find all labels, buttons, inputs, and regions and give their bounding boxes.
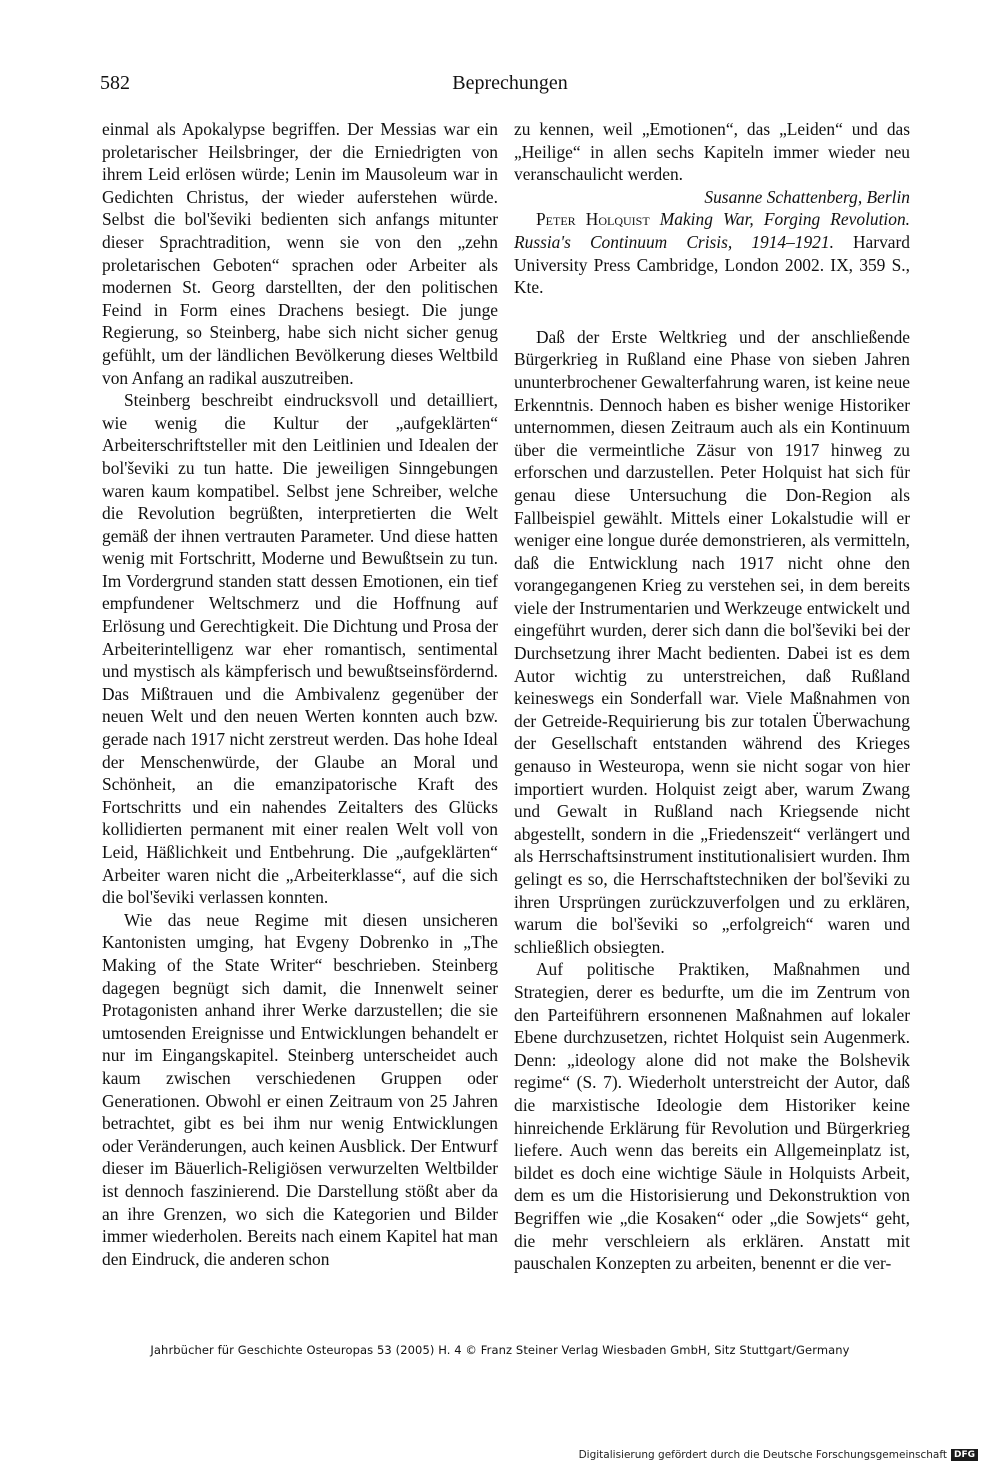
paragraph: Wie das neue Regime mit diesen unsicheren Kantonisten umging, hat Evgeny Dobrenko in „The Making of the State Writer“ beschrieben. Steinberg dagegen begnügt sich damit, die Innenwelt seiner Protagonisten anhand ihrer Werke darzustellen; die sie umtosenden Ereignisse und Entwicklungen behandelt er nur im Eingangskapitel. Steinberg unterscheidet auch kaum zwischen verschiedenen Gruppen oder Generationen. Obwohl er einen Zeitraum von 25 Jahren betrachtet, gibt es bei ihm nur wenig Entwicklungen oder Veränderungen, auch keinen Ausblick. Der Entwurf dieser im Bäuerlich-Religiösen verwurzelten Weltbilder ist dennoch faszinierend. Die Darstellung stößt aber da an ihre Grenzen, wo sich die Kategorien und Bilder immer wiederholen. Bereits nach einem Kapitel hat man den Eindruck, die anderen schon <box>102 909 498 1269</box>
review-body <box>514 326 910 1275</box>
reviewed-publisher: Harvard University Press Cambridge, London 2002. IX, 359 S., Kte. <box>514 231 910 298</box>
running-head: Beprechungen <box>452 72 568 94</box>
dfg-logo: DFG <box>951 1449 978 1461</box>
paragraph: einmal als Apokalypse begriffen. Der Messias war ein proletarischer Heilsbringer, der die Erniedrigten von ihrem Leid erlösen würde; Lenin im Mausoleum war in Gedichten Christus, der wieder auferstehen würde. Selbst die bol'ševiki bedienten sich anfangs mitunter dieser Sprachtradition, wenn sie von den „zehn proletarischen Geboten“ sprachen oder Arbeiter als modernen St. Georg darstellten, der den politischen Feind in Form eines Drachens besiegt. Die junge Regierung, so Steinberg, habe sich nicht sicher genug gefühlt, um der ländlichen Bevölkerung dieses Weltbild von Anfang an radikal auszutreiben. <box>102 119 498 388</box>
page-number: 582 <box>100 72 130 94</box>
reviewer-signature: Susanne Schattenberg, Berlin <box>704 186 910 207</box>
paragraph: Auf politische Praktiken, Maßnahmen und Strategien, derer es bedurfte, um die im Zentrum von den Parteiführern ersonnenen Maßnahmen auf lokaler Ebene durchzusetzen, richtet Holquist sein Augenmerk. Denn: „ideology alone did not make the Bolshevik regime“ (S. 7). Wiederholt unterstreicht der Autor, daß die marxistische Ideologie dem Historiker keine hinreichende Erklärung für Revolution und Bürgerkrieg liefere. Auch wenn das bereits ein Allgemeinplatz ist, bildet es doch eine wichtige Säule in Holquists Arbeit, dem es um die Historisierung und Dekonstruktion von Begriffen wie „die Kosaken“ oder „die Sowjets“ geht, die mehr verschleiern als erklären. Anstatt mit pauschalen Konzepten zu arbeiten, benennt er die ver- <box>514 959 910 1274</box>
paragraph: Daß der Erste Weltkrieg und der anschließende Bürgerkrieg in Rußland eine Phase von sieben Jahren ununterbrochener Gewalterfahrung waren, ist keine neue Erkenntnis. Dennoch haben es bisher wenige Historiker unternommen, diesen Zeitraum auch als ein Kontinuum über die vermeintliche Zäsur von 1917 hinweg zu erforschen und darzustellen. Peter Holquist hat sich für genau diese Untersuchung die Don-Region als Fallbeispiel gewählt. Mittels einer Lokalstudie will er weniger eine longue durée demonstrieren, als vermitteln, daß die Entwicklung nach 1917 nicht ohne den vorangegangenen Krieg zu verstehen sei, in dem bereits viele der Instrumentarien und Werkzeuge entwickelt und eingeführt wurden, derer sich dann die bol'ševiki bei der Durchsetzung ihrer Macht bedienten. Dabei ist es dem Autor wichtig zu unterstreichen, daß Rußland keineswegs ein Sonderfall war. Viele Maßnahmen von der Getreide-Requirierung bis zur totalen Überwachung der Gesellschaft entstanden während des Krieges genauso in Westeuropa, wenn sie nicht sogar von hier importiert wurden. Holquist zeigt aber, warum Zwang und Gewalt in Rußland nach Kriegsende nicht abgestellt, sondern in die „Friedenszeit“ verlängert und als Herrschaftsinstrument institutionalisiert wurden. Ihm gelingt es so, die Herrschaftstechniken der bol'ševiki zu ihren Ursprüngen zurückzuverfolgen und zu erklären, warum die bol'ševiki so „erfolgreich“ waren und schließlich obsiegten. <box>514 326 910 957</box>
reviewed-title: Making War, Forging Revolution. Russia's Continuum Crisis, 1914–1921. <box>514 209 910 252</box>
digitization-notice <box>579 1449 978 1461</box>
left-column <box>102 118 498 1270</box>
digitization-text: Digitalisierung gefördert durch die Deutsche Forschungsgemeinschaft <box>578 1449 947 1461</box>
journal-citation: Jahrbücher für Geschichte Osteuropas 53 (2005) H. 4 © Franz Steiner Verlag Wiesbaden GmbH, Sitz Stuttgart/Germany <box>150 1343 850 1357</box>
right-column <box>514 118 910 1275</box>
reviewed-author: Peter Holquist <box>536 209 650 230</box>
review-heading <box>514 208 910 298</box>
paragraph: zu kennen, weil „Emotionen“, das „Leiden“ und das „Heilige“ in allen sechs Kapiteln immer wieder neu veranschaulicht werden. <box>514 119 910 185</box>
paragraph: Steinberg beschreibt eindrucksvoll und detailliert, wie wenig die Kultur der „aufgeklärten“ Arbeiterschriftsteller mit den Leitlinien und Idealen der bol'ševiki zu tun hatte. Die jeweiligen Sinngebungen waren kaum kompatibel. Selbst jene Schreiber, welche die Revolution begrüßten, interpretierten die Welt gemäß der ihnen vertrauten Parameter. Und diese hatten wenig mit Fortschritt, Moderne und Bewußtsein zu tun. Im Vordergrund standen statt dessen Emotionen, ein tief empfundener Weltschmerz und die Hoffnung auf Erlösung und Gerechtigkeit. Die Dichtung und Prosa der Arbeiterintelligenz war eher romantisch, sentimental und mystisch als kämpferisch und bewußtseinsfördernd. Das Mißtrauen und die Ambivalenz gegenüber der neuen Welt und den neuen Werten konnten auch bzw. gerade nach 1917 nicht zerstreut werden. Das hohe Ideal der Menschenwürde, der Glaube an Moral und Schönheit, an die emanzipatorische Kraft des Fortschritts und ein nahendes Zeitalters des Glücks kollidierten permanent mit einer realen Welt voll von Leid, Häßlichkeit und Entbehrung. Die „aufgeklärten“ Arbeiter waren nicht die „Arbeiterklasse“, auf die sich die bol'ševiki verlassen konnten. <box>102 390 498 908</box>
